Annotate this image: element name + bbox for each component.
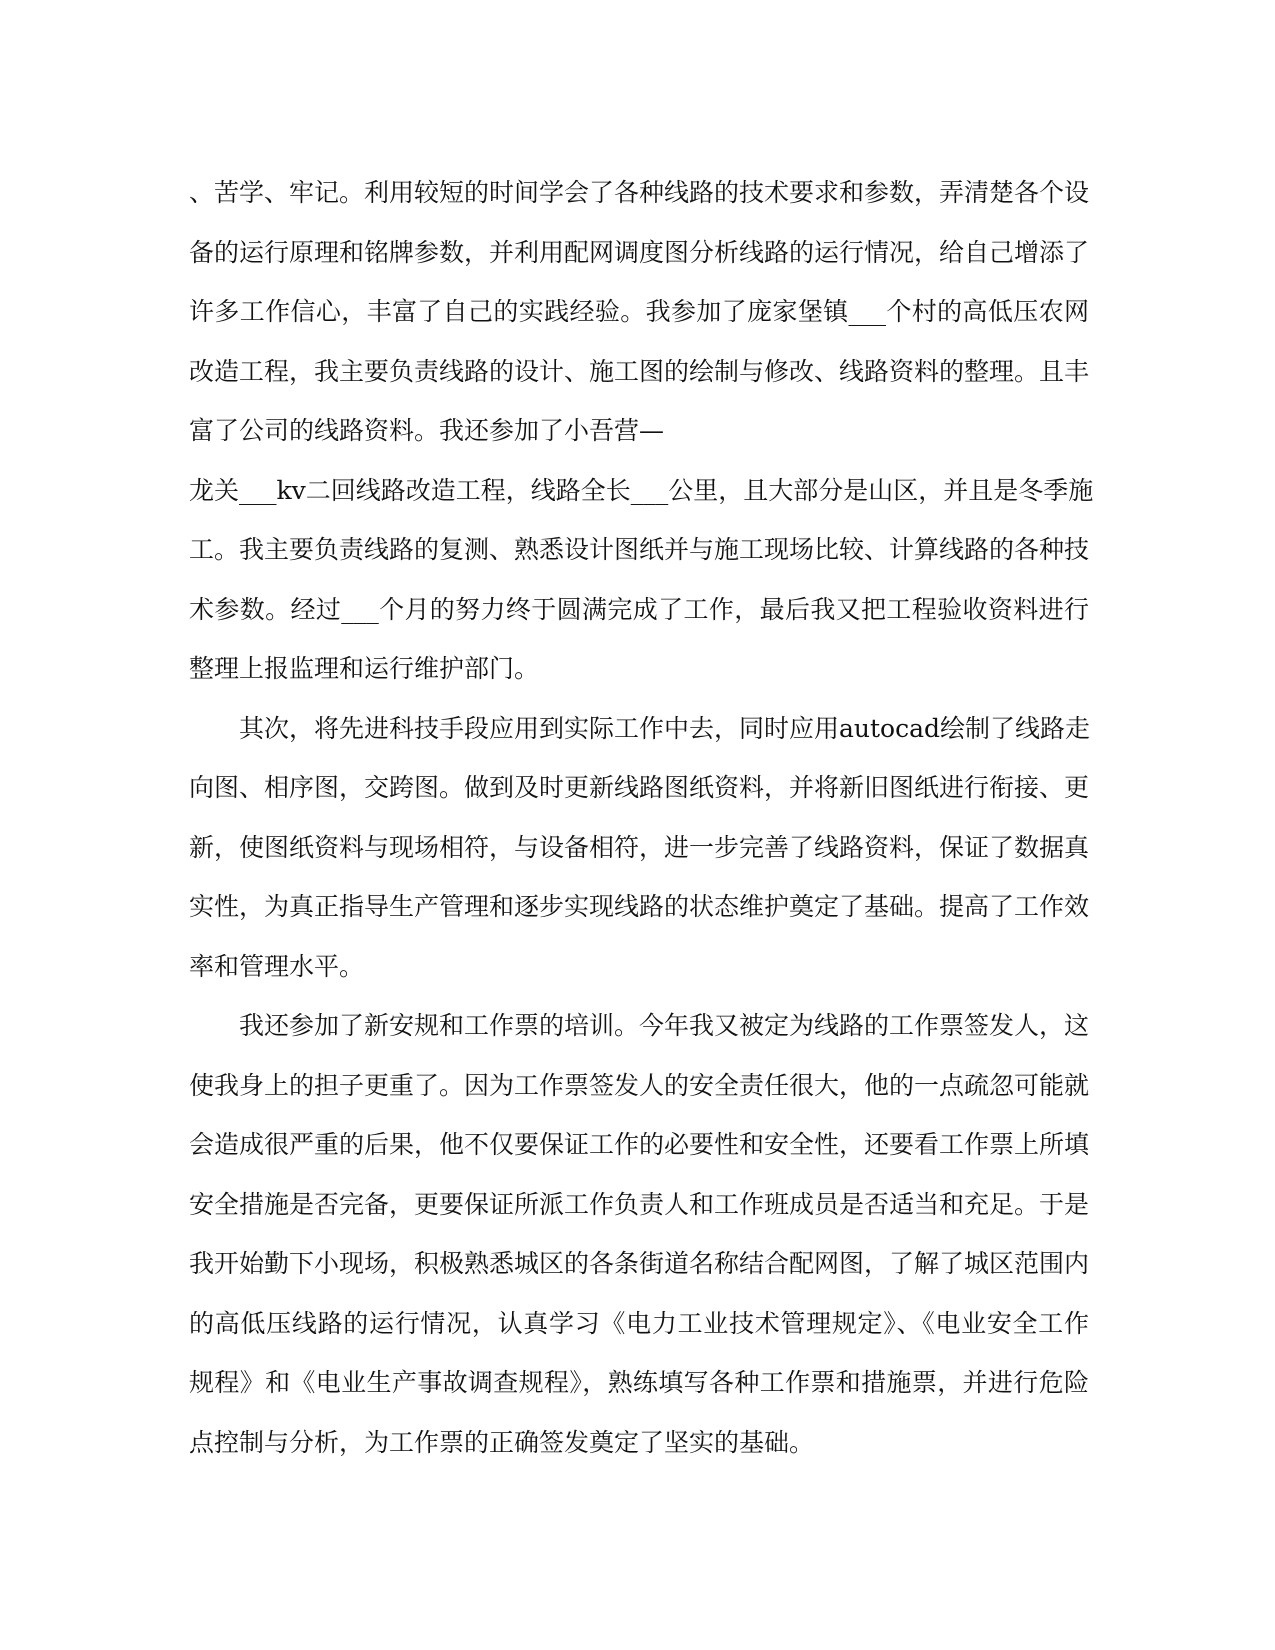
text-line: 规程》和《电业生产事故调查规程》，熟练填写各种工作票和措施票，并进行危险 [189,1368,1089,1397]
text-line: 整理上报监理和运行维护部门。 [189,654,540,683]
text-line: 的高低压线路的运行情况，认真学习《电力工业技术管理规定》、《电业安全工作 [189,1308,1089,1338]
text-line: 改造工程，我主要负责线路的设计、施工图的绘制与修改、线路资料的整理。且丰 [189,356,1090,386]
text-line: 向图、相序图，交跨图。做到及时更新线路图纸资料，并将新旧图纸进行衔接、更 [189,773,1090,802]
text-line: 术参数。经过___个月的努力终于圆满完成了工作，最后我又把工程验收资料进行 [189,594,1089,624]
text-line: 、苦学、牢记。利用较短的时间学会了各种线路的技术要求和参数，弄清楚各个设 [189,178,1090,207]
text-line: 许多工作信心，丰富了自己的实践经验。我参加了庞家堡镇___个村的高低压农网 [189,297,1089,326]
text-line: 其次，将先进科技手段应用到实际工作中去，同时应用autocad绘制了线路走 [239,713,1091,743]
paragraph [189,699,1089,997]
text-line: 安全措施是否完备，更要保证所派工作负责人和工作班成员是否适当和充足。于是 [189,1189,1090,1219]
text-line: 使我身上的担子更重了。因为工作票签发人的安全责任很大，他的一点疏忽可能就 [189,1070,1090,1100]
paragraph [189,163,1094,699]
text-line: 实性，为真正指导生产管理和逐步实现线路的状态维护奠定了基础。提高了工作效 [189,892,1090,921]
text-line: 龙关___kv二回线路改造工程，线路全长___公里，且大部分是山区，并且是冬季施 [189,475,1094,505]
document-body [189,163,1094,1472]
text-line: 我还参加了新安规和工作票的培训。今年我又被定为线路的工作票签发人，这 [239,1011,1090,1040]
paragraph [189,996,1089,1472]
text-line: 备的运行原理和铭牌参数，并利用配网调度图分析线路的运行情况，给自己增添了 [189,237,1090,267]
text-line: 率和管理水平。 [189,951,365,981]
text-line: 富了公司的线路资料。我还参加了小吾营— [189,416,665,445]
text-line: 点控制与分析，为工作票的正确签发奠定了坚实的基础。 [189,1427,815,1457]
text-line: 新，使图纸资料与现场相符，与设备相符，进一步完善了线路资料，保证了数据真 [189,832,1090,862]
text-line: 工。我主要负责线路的复测、熟悉设计图纸并与施工现场比较、计算线路的各种技 [189,535,1090,564]
text-line: 会造成很严重的后果，他不仅要保证工作的必要性和安全性，还要看工作票上所填 [189,1130,1090,1159]
text-line: 我开始勤下小现场，积极熟悉城区的各条街道名称结合配网图，了解了城区范围内 [189,1249,1090,1278]
